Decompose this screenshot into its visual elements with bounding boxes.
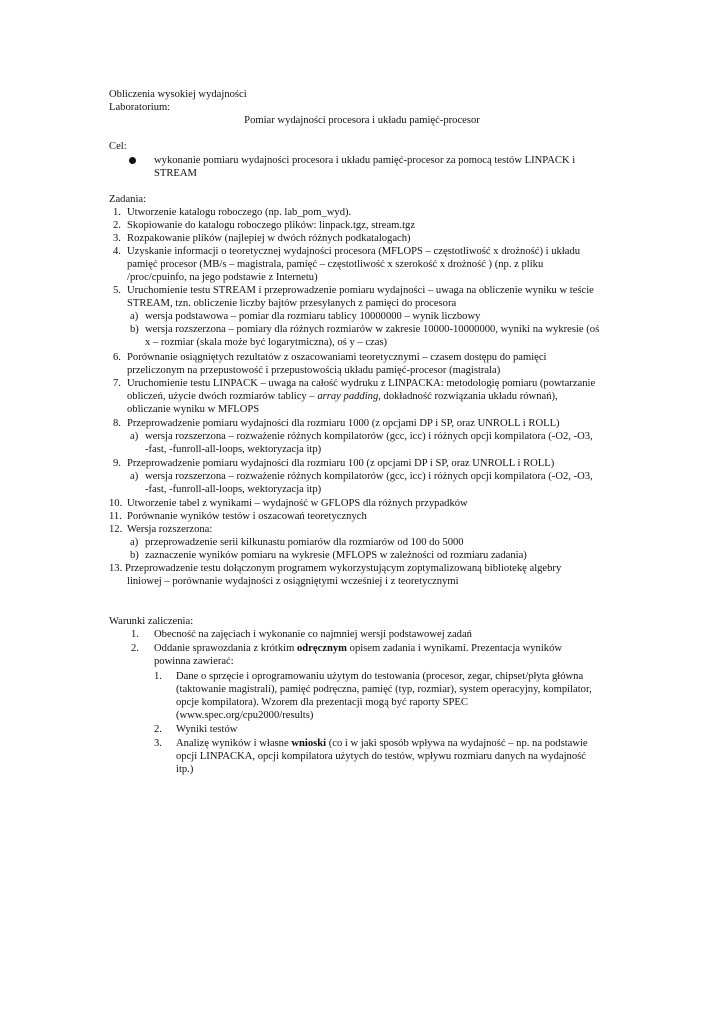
condition-1: Obecność na zajęciach i wykonanie co najmniej wersji podstawowej zadań bbox=[154, 629, 472, 640]
task-9a-line1: wersja rozszerzona – rozważenie różnych kompilatorów (gcc, icc) i różnych opcji kompilatora (-O2, -O3, bbox=[145, 471, 593, 482]
subtask-marker: a) bbox=[130, 311, 139, 322]
task-number: 11. bbox=[109, 511, 122, 522]
task-number: 8. bbox=[113, 418, 121, 429]
task-5a: wersja podstawowa – pomiar dla rozmiaru tablicy 10000000 – wynik liczbowy bbox=[145, 311, 481, 322]
task-2: Skopiowanie do katalogu roboczego plików: linpack.tgz, stream.tgz bbox=[127, 220, 416, 231]
task-7-line2-tail: dokładność rozwiązania układu równań), bbox=[380, 391, 558, 402]
task-number: 5. bbox=[113, 285, 121, 296]
task-number: 1. bbox=[113, 207, 121, 218]
subcondition-2: Wyniki testów bbox=[176, 724, 238, 735]
task-7-line1: Uruchomienie testu LINPACK – uwaga na całość wydruku z LINPACKA: metodologię pomiaru (powtarzanie bbox=[127, 378, 596, 389]
task-11: Porównanie wyników testów i oszacowań teoretycznych bbox=[127, 511, 367, 522]
subcondition-number: 3. bbox=[154, 738, 162, 749]
task-7-italic-term: array padding, bbox=[317, 391, 381, 402]
conditions-heading: Warunki zaliczenia: bbox=[109, 616, 194, 627]
subtask-marker: a) bbox=[130, 471, 139, 482]
task-4-line1: Uzyskanie informacji o teoretycznej wydajności procesora (MFLOPS – częstotliwość x drożność) i układu bbox=[127, 246, 581, 257]
subtask-marker: b) bbox=[130, 324, 139, 335]
task-number: 13. bbox=[109, 563, 123, 574]
task-13-line1: Przeprowadzenie testu dołączonym programem wykorzystującym zoptymalizowaną bibliotekę algebry bbox=[125, 563, 562, 574]
subtask-marker: a) bbox=[130, 431, 139, 442]
task-8a-line1: wersja rozszerzona – rozważenie różnych kompilatorów (gcc, icc) i różnych opcji kompilatora (-O2, -O3, bbox=[145, 431, 593, 442]
task-10: Utworzenie tabel z wynikami – wydajność w GFLOPS dla różnych przypadków bbox=[127, 498, 468, 509]
task-12a: przeprowadzenie serii kilkunastu pomiarów dla rozmiarów od 100 do 5000 bbox=[145, 537, 464, 548]
task-5-line2: STREAM, tzn. obliczenie liczby bajtów przesyłanych z pamięci do procesora bbox=[127, 298, 457, 309]
task-6-line2: przeliczonym na przepustowość i przepustowością układu pamięć-procesor (magistrala) bbox=[127, 365, 501, 376]
bullet-icon bbox=[129, 157, 136, 164]
task-8a-line2: -fast, -funroll-all-loops, wektoryzacja itp) bbox=[145, 444, 322, 455]
condition-2-text: Oddanie sprawozdania z krótkim bbox=[154, 643, 297, 654]
task-4-line3: /proc/cpuinfo, na jego podstawie z Internetu) bbox=[127, 272, 318, 283]
goal-text-line2: STREAM bbox=[154, 168, 197, 179]
task-12: Wersja rozszerzona: bbox=[127, 524, 213, 535]
subcondition-number: 1. bbox=[154, 671, 162, 682]
page-title: Pomiar wydajności procesora i układu pamięć-procesor bbox=[244, 115, 480, 126]
condition-number: 1. bbox=[131, 629, 139, 640]
condition-2-line2: powinna zawierać: bbox=[154, 656, 234, 667]
task-number: 12. bbox=[109, 524, 123, 535]
task-9: Przeprowadzenie pomiaru wydajności dla rozmiaru 100 (z opcjami DP i SP, oraz UNROLL i ROLL) bbox=[127, 458, 555, 469]
task-number: 4. bbox=[113, 246, 121, 257]
task-5b-line1: wersja rozszerzona – pomiary dla różnych rozmiarów w zakresie 10000-10000000, wyniki na wykresie (oś bbox=[145, 324, 600, 335]
subcondition-1-line3: opcje kompilatora). Wzorem dla prezentacji mogą być raporty SPEC bbox=[176, 697, 468, 708]
subcondition-3-line3: itp.) bbox=[176, 764, 194, 775]
condition-2-line1 bbox=[154, 642, 562, 655]
condition-number: 2. bbox=[131, 643, 139, 654]
subcondition-number: 2. bbox=[154, 724, 162, 735]
task-number: 10. bbox=[109, 498, 123, 509]
subcondition-3-text: Analizę wyników i własne bbox=[176, 738, 292, 749]
task-7-line3: obliczanie wyniku w MFLOPS bbox=[127, 404, 260, 415]
condition-2-tail: opisem zadania i wynikami. Prezentacja wyników bbox=[347, 643, 563, 654]
task-3: Rozpakowanie plików (najlepiej w dwóch różnych podkatalogach) bbox=[127, 233, 411, 244]
subcondition-3-tail: (co i w jaki sposób wpływa na wydajność – np. na podstawie bbox=[326, 738, 588, 749]
task-number: 7. bbox=[113, 378, 121, 389]
task-1: Utworzenie katalogu roboczego (np. lab_pom_wyd). bbox=[127, 207, 352, 218]
task-7-line2 bbox=[127, 390, 558, 403]
task-13-line2: liniowej – porównanie wydajności z osiągniętymi wcześniej i z teoretycznymi bbox=[127, 576, 459, 587]
task-number: 9. bbox=[113, 458, 121, 469]
task-5-line1: Uruchomienie testu STREAM i przeprowadzenie pomiaru wydajności – uwaga na obliczenie wyniku w teście bbox=[127, 285, 594, 296]
task-number: 6. bbox=[113, 352, 121, 363]
task-9a-line2: -fast, -funroll-all-loops, wektoryzacja itp) bbox=[145, 484, 322, 495]
task-6-line1: Porównanie osiągniętych rezultatów z oszacowaniami teoretycznymi – czasem dostępu do pamięci bbox=[127, 352, 547, 363]
task-12b: zaznaczenie wyników pomiaru na wykresie (MFLOPS w zależności od rozmiaru zadania) bbox=[145, 550, 527, 561]
subcondition-3-line2: opcji LINPACKA, opcji kompilatora użytych do testów, wpływu rozmiaru danych na wydajność bbox=[176, 751, 586, 762]
task-7-line2-text: obliczeń, użycie dwóch rozmiarów tablicy – bbox=[127, 391, 318, 402]
lab-label: Laboratorium: bbox=[109, 102, 171, 113]
subcondition-3-bold: wnioski bbox=[291, 738, 327, 749]
task-number: 2. bbox=[113, 220, 121, 231]
goal-heading: Cel: bbox=[109, 141, 127, 152]
subcondition-1-line2: (taktowanie magistrali), pamięć podręczna, pamięć (typ, rozmiar), system operacyjny, kompilator, bbox=[176, 684, 592, 695]
condition-2-bold: odręcznym bbox=[296, 643, 347, 654]
subcondition-1-line1: Dane o sprzęcie i oprogramowaniu użytym do testowania (procesor, zegar, chipset/płyta główna bbox=[176, 671, 584, 682]
tasks-heading: Zadania: bbox=[109, 194, 147, 205]
task-4-line2: pamięć procesor (MB/s – magistrala, pamięć – częstotliwość x szerokość x drożność ) (np. z pliku bbox=[127, 259, 544, 270]
task-8: Przeprowadzenie pomiaru wydajności dla rozmiaru 1000 (z opcjami DP i SP, oraz UNROLL i ROLL) bbox=[127, 418, 560, 429]
goal-text-line1: wykonanie pomiaru wydajności procesora i układu pamięć-procesor za pomocą testów LINPACK i bbox=[154, 155, 576, 166]
subtask-marker: a) bbox=[130, 537, 139, 548]
task-number: 3. bbox=[113, 233, 121, 244]
subcondition-3-line1 bbox=[176, 737, 588, 750]
course-name: Obliczenia wysokiej wydajności bbox=[109, 89, 247, 100]
subcondition-1-line4: (www.spec.org/cpu2000/results) bbox=[176, 710, 314, 721]
subtask-marker: b) bbox=[130, 550, 139, 561]
task-5b-line2: x – rozmiar (skala może być logarytmiczna), oś y – czas) bbox=[145, 337, 388, 348]
